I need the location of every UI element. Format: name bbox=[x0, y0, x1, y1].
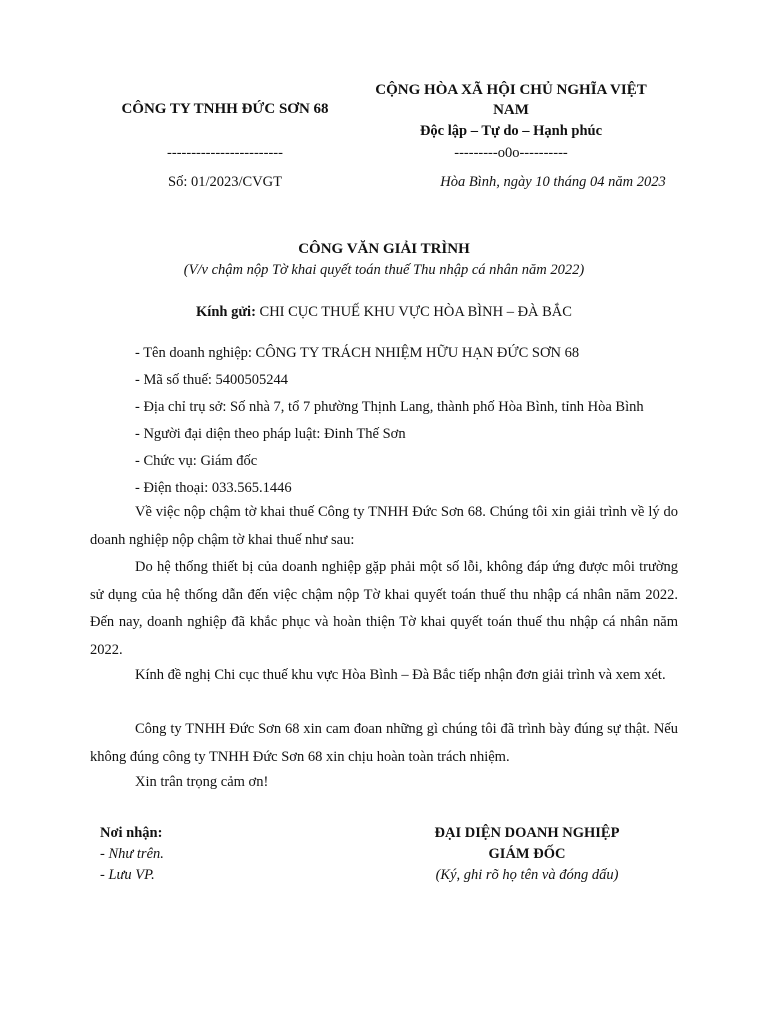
body-paragraph: Về việc nộp chậm tờ khai thuế Công ty TNHH Đức Sơn 68. Chúng tôi xin giải trình về lý do doanh nghiệp nộp chậm tờ khai thuế như sau: bbox=[90, 504, 678, 548]
recipient-item: - Lưu VP. bbox=[100, 867, 155, 883]
body-paragraph: Kính đề nghị Chi cục thuế khu vực Hòa Bình – Đà Bắc tiếp nhận đơn giải trình và xem xét. bbox=[135, 667, 666, 683]
company-divider: ------------------------ bbox=[167, 145, 283, 161]
info-phone: - Điện thoại: 033.565.1446 bbox=[135, 480, 292, 496]
body-closing: Xin trân trọng cảm ơn! bbox=[135, 774, 269, 790]
company-name: CÔNG TY TNHH ĐỨC SƠN 68 bbox=[121, 101, 329, 117]
signature-organization: ĐẠI DIỆN DOANH NGHIỆP bbox=[434, 825, 620, 841]
document-subject: (V/v chậm nộp Tờ khai quyết toán thuế Thu nhập cá nhân năm 2022) bbox=[183, 262, 585, 278]
recipient-value: CHI CỤC THUẾ KHU VỰC HÒA BÌNH – ĐÀ BẮC bbox=[255, 304, 572, 320]
recipient-label: Kính gửi: bbox=[196, 304, 256, 320]
recipient-item: - Như trên. bbox=[100, 846, 164, 862]
nation-motto: Độc lập – Tự do – Hạnh phúc bbox=[419, 123, 603, 139]
body-paragraph: Do hệ thống thiết bị của doanh nghiệp gặp phải một số lỗi, không đáp ứng được môi trường sử dụng của hệ thống dẫn đến việc chậm nộp Tờ khai quyết toán thuế thu nhập cá nhân năm 2022. Đến nay, doanh nghiệp đã khắc phục và hoàn thiện Tờ khai quyết toán thuế thu nhập cá nhân năm 2022. bbox=[90, 559, 678, 658]
nation-divider: ---------o0o---------- bbox=[454, 145, 568, 161]
document-number: Số: 01/2023/CVGT bbox=[168, 174, 282, 190]
recipient-line bbox=[0, 304, 768, 321]
nation-name: CỘNG HÒA XÃ HỘI CHỦ NGHĨA VIỆT NAM bbox=[375, 82, 647, 118]
place-date: Hòa Bình, ngày 10 tháng 04 năm 2023 bbox=[440, 174, 666, 190]
info-position: - Chức vụ: Giám đốc bbox=[135, 453, 258, 469]
body-paragraph: Công ty TNHH Đức Sơn 68 xin cam đoan những gì chúng tôi đã trình bày đúng sự thật. Nếu không đúng công ty TNHH Đức Sơn 68 xin chịu hoàn toàn trách nhiệm. bbox=[90, 721, 678, 765]
info-address: - Địa chỉ trụ sở: Số nhà 7, tổ 7 phường Thịnh Lang, thành phố Hòa Bình, tỉnh Hòa Bình bbox=[135, 399, 644, 415]
info-tax-code: - Mã số thuế: 5400505244 bbox=[135, 372, 289, 388]
signature-note: (Ký, ghi rõ họ tên và đóng dấu) bbox=[435, 867, 619, 883]
document-title: CÔNG VĂN GIẢI TRÌNH bbox=[298, 241, 470, 257]
info-legal-representative: - Người đại diện theo pháp luật: Đinh Thế Sơn bbox=[135, 426, 406, 442]
signature-title: GIÁM ĐỐC bbox=[488, 846, 566, 862]
recipients-label: Nơi nhận: bbox=[100, 825, 163, 841]
info-company-name: - Tên doanh nghiệp: CÔNG TY TRÁCH NHIỆM HỮU HẠN ĐỨC SƠN 68 bbox=[135, 345, 580, 361]
